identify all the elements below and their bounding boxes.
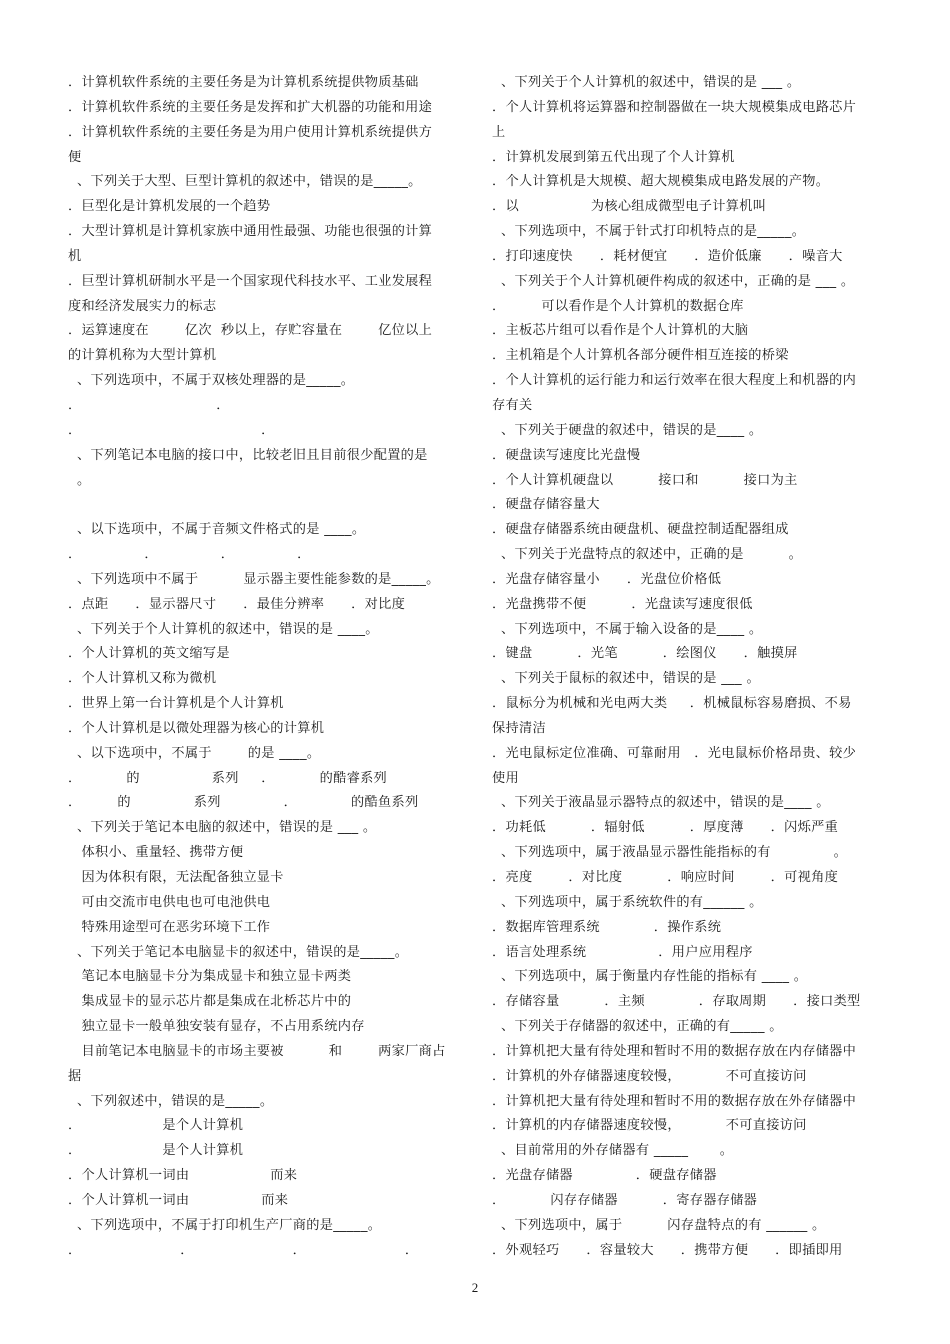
- text-line: 、下列选项中不属于 显示器主要性能参数的是_____。: [68, 571, 440, 587]
- text-line: 可由交流市电供电也可电池供电: [68, 894, 271, 910]
- text-line: ． 的 系列 ． 的酷鱼系列: [68, 795, 419, 811]
- text-line: 、下列选项中，不属于双核处理器的是_____。: [68, 373, 355, 389]
- text-line: 度和经济发展实力的标志: [68, 298, 217, 314]
- text-line: 、下列叙述中，错误的是_____。: [68, 1093, 274, 1109]
- text-line: 、下列选项中，不属于打印机生产厂商的是_____。: [68, 1217, 382, 1233]
- text-line: 集成显卡的显示芯片都是集成在北桥芯片中的: [68, 994, 352, 1010]
- text-line: 上: [492, 124, 506, 140]
- text-line: ．光电鼠标定位准确、可靠耐用 ．光电鼠标价格昂贵、较少: [492, 745, 857, 761]
- text-line: ．计算机软件系统的主要任务是为计算机系统提供物质基础: [68, 75, 419, 90]
- text-line: ．计算机把大量有待处理和暂时不用的数据存放在内存储器中: [492, 1043, 857, 1059]
- text-line: 、下列选项中，属于 闪存盘特点的有 ______ 。: [492, 1217, 826, 1233]
- text-line: ．主板芯片组可以看作是个人计算机的大脑: [492, 323, 749, 339]
- text-line: ． 是个人计算机: [68, 1143, 244, 1159]
- text-line: ． ． ． ．: [68, 547, 311, 563]
- text-line: ．计算机软件系统的主要任务是发挥和扩大机器的功能和用途: [68, 99, 433, 115]
- text-line: 、目前常用的外存储器有 _____ 。: [492, 1143, 734, 1159]
- text-line: 、以下选项中，不属于音频文件格式的是 ____。: [68, 522, 366, 538]
- text-line: 的计算机称为大型计算机: [68, 348, 217, 364]
- text-line: ．光盘存储容量小 ．光盘位价格低: [492, 571, 722, 587]
- text-line: 、下列选项中，属于系统软件的有______ 。: [492, 894, 763, 910]
- text-line: 、下列关于笔记本电脑的叙述中，错误的是 ___ 。: [68, 820, 377, 836]
- text-line: ．个人计算机的运行能力和运行效率在很大程度上和机器的内: [492, 373, 857, 389]
- text-line: ．计算机把大量有待处理和暂时不用的数据存放在外存储器中: [492, 1093, 857, 1109]
- text-line: ．个人计算机又称为微机: [68, 671, 217, 687]
- text-line: ．外观轻巧 ．容量较大 ．携带方便 ．即插即用: [492, 1242, 843, 1258]
- text-line: 、下列关于存储器的叙述中，正确的有_____ 。: [492, 1019, 783, 1035]
- text-line: 、下列关于液晶显示器特点的叙述中，错误的是____ 。: [492, 795, 830, 811]
- text-line: 笔记本电脑显卡分为集成显卡和独立显卡两类: [68, 969, 352, 985]
- text-line: 、下列选项中，不属于输入设备的是____ 。: [492, 621, 763, 637]
- text-line: 机: [68, 248, 82, 264]
- text-line: ． 闪存存储器 ．寄存器存储器: [492, 1192, 758, 1208]
- text-line: ．功耗低 ．辐射低 ．厚度薄 ．闪烁严重: [492, 820, 839, 836]
- text-line: ． ．: [68, 397, 230, 413]
- left-column: [68, 71, 468, 1264]
- text-line: ．数据库管理系统 ．操作系统: [492, 919, 722, 935]
- text-line: ．光盘存储器 ．硬盘存储器: [492, 1168, 717, 1184]
- text-line: ．个人计算机是大规模、超大规模集成电路发展的产物。: [492, 174, 830, 190]
- text-line: 。: [68, 472, 91, 488]
- text-line: ． ． ． ．: [68, 1242, 419, 1258]
- text-line: ． 的 系列 ． 的酷睿系列: [68, 770, 388, 786]
- text-line: ．大型计算机是计算机家族中通用性最强、功能也很强的计算: [68, 224, 433, 240]
- text-line: 体积小、重量轻、携带方便: [68, 845, 244, 861]
- text-line: ．点距 ．显示器尺寸 ．最佳分辨率 ．对比度: [68, 596, 406, 612]
- text-line: ． 是个人计算机: [68, 1118, 244, 1134]
- text-line: ．运算速度在 亿次 秒以上，存贮容量在 亿位以上: [68, 323, 433, 339]
- text-line: 、下列关于个人计算机硬件构成的叙述中，正确的是 ___ 。: [492, 273, 855, 289]
- text-line: ．打印速度快 ．耗材便宜 ．造价低廉 ．噪音大: [492, 248, 843, 264]
- text-line: 独立显卡一般单独安装有显存，不占用系统内存: [68, 1019, 365, 1035]
- text-line: ．计算机的外存储器速度较慢， 不可直接访问: [492, 1068, 807, 1084]
- text-line: 使用: [492, 770, 519, 786]
- text-line: ．硬盘读写速度比光盘慢: [492, 447, 641, 463]
- text-line: ．巨型计算机研制水平是一个国家现代科技水平、工业发展程: [68, 273, 433, 289]
- text-line: ．个人计算机将运算器和控制器做在一块大规模集成电路芯片: [492, 99, 857, 115]
- text-line: ．个人计算机是以微处理器为核心的计算机: [68, 720, 325, 736]
- text-line: 、下列关于大型、巨型计算机的叙述中，错误的是_____。: [68, 174, 422, 190]
- text-line: 因为体积有限，无法配备独立显卡: [68, 870, 284, 885]
- text-line: ．亮度 ．对比度 ．响应时间 ．可视角度: [492, 870, 839, 885]
- text-line: 特殊用途型可在恶劣环境下工作: [68, 919, 271, 935]
- text-line: 、下列关于笔记本电脑显卡的叙述中，错误的是_____。: [68, 944, 409, 960]
- text-line: 便: [68, 149, 82, 165]
- text-line: 、下列关于个人计算机的叙述中，错误的是 ___ 。: [492, 75, 801, 90]
- text-line: 、下列选项中，不属于针式打印机特点的是_____。: [492, 224, 806, 240]
- text-line: 、下列选项中，属于液晶显示器性能指标的有 。: [492, 845, 848, 861]
- text-line: ．世界上第一台计算机是个人计算机: [68, 696, 284, 712]
- text-line: 、下列关于硬盘的叙述中，错误的是____ 。: [492, 422, 763, 438]
- text-line: 、下列选项中，属于衡量内存性能的指标有 ____ 。: [492, 969, 808, 985]
- page-number: 2: [471, 1280, 479, 1295]
- right-column: [492, 71, 892, 1264]
- text-line: ．个人计算机的英文缩写是: [68, 646, 230, 662]
- text-line: ． ．: [68, 422, 275, 438]
- text-line: ．计算机软件系统的主要任务是为用户使用计算机系统提供方: [68, 124, 433, 140]
- text-line: [68, 493, 468, 518]
- text-line: 、下列关于光盘特点的叙述中，正确的是 。: [492, 547, 803, 563]
- text-line: ．计算机发展到第五代出现了个人计算机: [492, 149, 735, 165]
- text-line: 、下列关于鼠标的叙述中，错误的是 ___ 。: [492, 671, 760, 687]
- text-line: ．主机箱是个人计算机各部分硬件相互连接的桥梁: [492, 348, 789, 364]
- text-line: ．个人计算机一词由 而来: [68, 1168, 298, 1184]
- text-line: ．光盘携带不便 ．光盘读写速度很低: [492, 596, 753, 612]
- text-line: ．巨型化是计算机发展的一个趋势: [68, 199, 271, 215]
- text-line: ．硬盘存储容量大: [492, 497, 600, 513]
- text-line: ． 可以看作是个人计算机的数据仓库: [492, 298, 744, 314]
- text-line: ．计算机的内存储器速度较慢， 不可直接访问: [492, 1118, 807, 1134]
- text-line: 目前笔记本电脑显卡的市场主要被 和 两家厂商占: [68, 1043, 446, 1059]
- text-line: 、下列关于个人计算机的叙述中，错误的是 ____。: [68, 621, 379, 637]
- text-line: 存有关: [492, 397, 533, 413]
- text-line: 保持清洁: [492, 720, 546, 736]
- text-line: ．硬盘存储器系统由硬盘机、硬盘控制适配器组成: [492, 522, 789, 538]
- text-line: ．鼠标分为机械和光电两大类 ．机械鼠标容易磨损、不易: [492, 696, 852, 712]
- text-line: 、下列笔记本电脑的接口中，比较老旧且目前很少配置的是: [68, 447, 428, 463]
- text-line: ．以 为核心组成微型电子计算机叫: [492, 199, 767, 215]
- text-line: ．个人计算机硬盘以 接口和 接口为主: [492, 472, 798, 488]
- text-line: ．个人计算机一词由 而来: [68, 1192, 289, 1208]
- text-line: 据: [68, 1068, 82, 1084]
- text-line: ．语言处理系统 ．用户应用程序: [492, 944, 753, 960]
- text-line: ．键盘 ．光笔 ．绘图仪 ．触摸屏: [492, 646, 798, 662]
- text-line: ．存储容量 ．主频 ．存取周期 ．接口类型: [492, 994, 861, 1010]
- text-line: 、以下选项中，不属于 的是 ____。: [68, 745, 321, 761]
